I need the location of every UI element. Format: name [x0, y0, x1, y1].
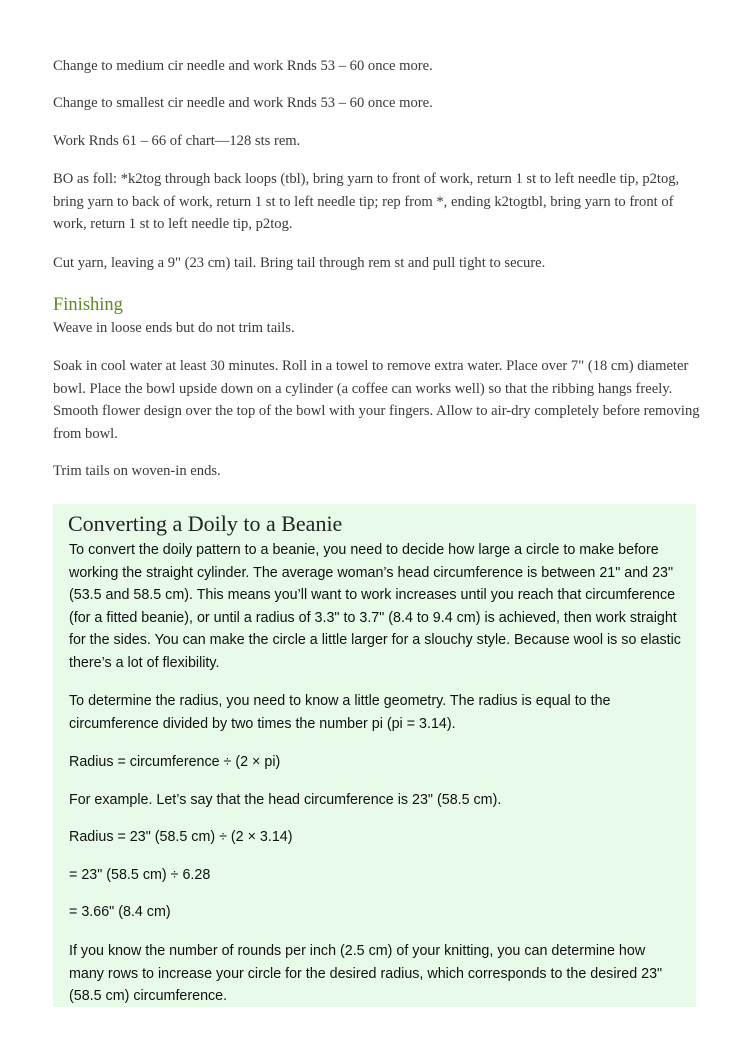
finishing-heading: Finishing: [53, 295, 123, 315]
sidebar-example: For example. Let’s say that the head circumference is 23" (58.5 cm).: [69, 792, 502, 808]
instruction-medium-needle: Change to medium cir needle and work Rnds 53 – 60 once more.: [53, 58, 433, 74]
instruction-bind-off: BO as foll: *k2tog through back loops (tbl), bring yarn to front of work, return 1 st to left needle tip, p2tog, bring yarn to back of work, return 1 st to left needle tip; rep from *, ending k2togtbl, bring yarn to front of work, return 1 st to left needle tip, p2tog.: [53, 171, 680, 232]
sidebar-rounds-note: If you know the number of rounds per inch (2.5 cm) of your knitting, you can determine how many rows to increase your circle for the desired radius, which corresponds to the desired 23" (58.5 cm) circumference.: [69, 943, 663, 1004]
sidebar-calc-step-1: Radius = 23" (58.5 cm) ÷ (2 × 3.14): [69, 829, 293, 845]
finishing-trim-tails: Trim tails on woven-in ends.: [53, 463, 221, 479]
sidebar-formula: Radius = circumference ÷ (2 × pi): [69, 754, 281, 770]
sidebar-geometry: To determine the radius, you need to know a little geometry. The radius is equal to the circumference divided by two times the number pi (pi = 3.14).: [69, 693, 611, 732]
instruction-cut-yarn: Cut yarn, leaving a 9" (23 cm) tail. Bring tail through rem st and pull tight to secure.: [53, 255, 546, 271]
beanie-conversion-sidebar: [53, 504, 696, 1007]
sidebar-calc-result: = 3.66" (8.4 cm): [69, 904, 171, 920]
instruction-work-rounds: Work Rnds 61 – 66 of chart—128 sts rem.: [53, 133, 301, 149]
sidebar-title: Converting a Doily to a Beanie: [68, 511, 343, 536]
finishing-weave-ends: Weave in loose ends but do not trim tails.: [53, 320, 295, 336]
instruction-smallest-needle: Change to smallest cir needle and work Rnds 53 – 60 once more.: [53, 95, 433, 111]
sidebar-calc-step-2: = 23" (58.5 cm) ÷ 6.28: [69, 867, 211, 883]
sidebar-intro: To convert the doily pattern to a beanie, you need to decide how large a circle to make before working the straight cylinder. The average woman’s head circumference is between 21" and 23" (53.5 and 58.5 cm). This means you’ll want to work increases until you reach that circumference (for a fitted beanie), or until a radius of 3.3" to 3.7" (8.4 to 9.4 cm) is achieved, then work straight for the sides. You can make the circle a little larger for a slouchy style. Because wool is so elastic there’s a lot of flexibility.: [69, 542, 681, 671]
finishing-soak-block: Soak in cool water at least 30 minutes. Roll in a towel to remove extra water. Place over 7" (18 cm) diameter bowl. Place the bowl upside down on a cylinder (a coffee can works well) so that the ribbing hangs freely. Smooth flower design over the top of the bowl with your fingers. Allow to air-dry completely before removing from bowl.: [53, 358, 700, 442]
